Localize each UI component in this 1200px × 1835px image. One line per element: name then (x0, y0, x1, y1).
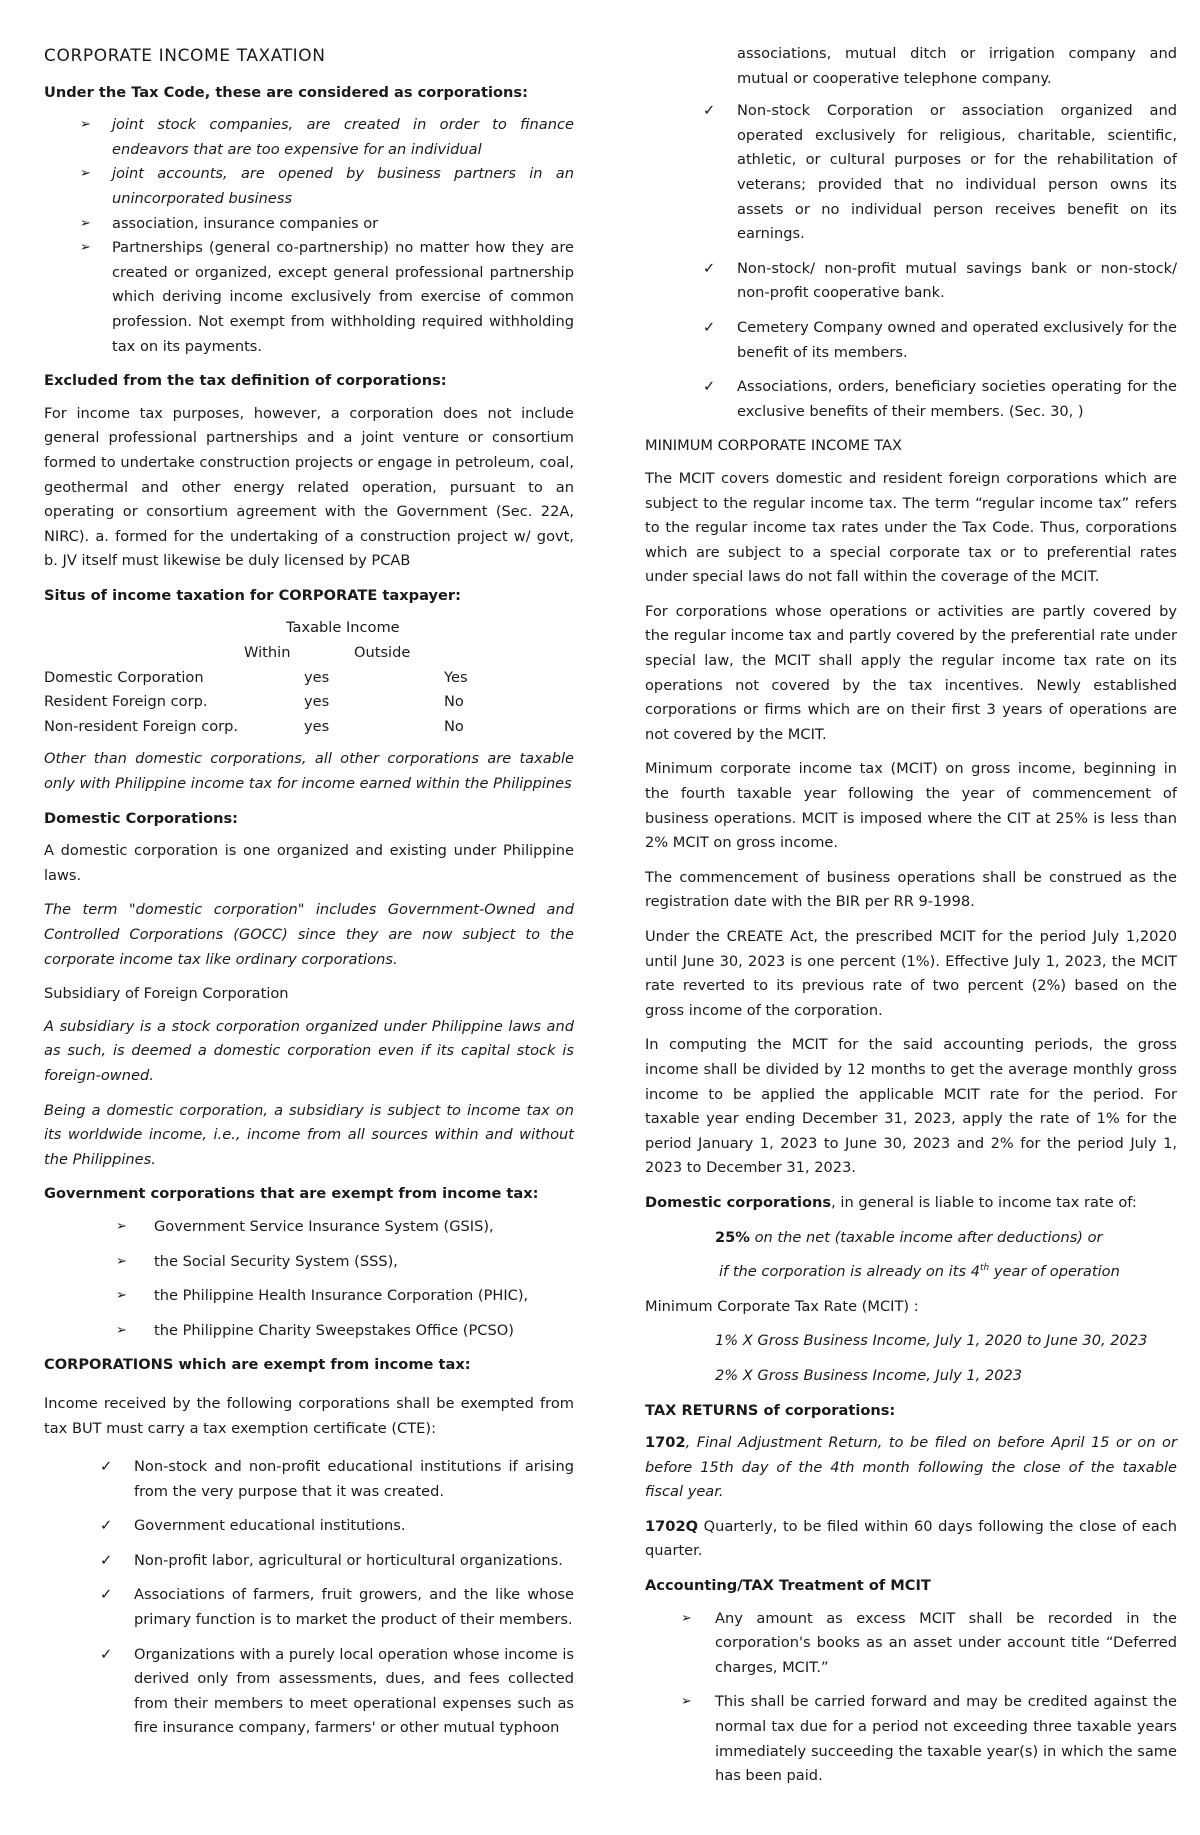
gov-exempt-list (44, 1215, 574, 1343)
other-than-text: Other than domestic corporations, all other corporations are taxable only with Philippine income tax for income earned within the Philippines (44, 750, 574, 793)
returns-heading: TAX RETURNS of corporations: (645, 1401, 896, 1419)
excluded-text: For income tax purposes, however, a corporation does not include general professional partnerships and a joint venture or consortium formed to undertake construction projects or engage in petroleum, coal, geothermal and other energy related operation, pursuant to an operating or consortium agreement with the Government (Sec. 22A, NIRC). a. formed for the undertaking of a construction project w/ govt, b. JV itself must likewise be duly licensed by PCAB (44, 404, 574, 570)
taxable-income-header: Taxable Income (286, 619, 400, 637)
check-icon: ✓ (703, 318, 716, 336)
mcit-paragraph-2: For corporations whose operations or activities are partly covered by the regular income tax and partly covered by the preferential rate under special law, the MCIT shall apply the regular income tax rate on its operations not covered by the tax incentives. Newly established corporations or firms which are on their first 3 years of operations are not covered by the MCIT. (645, 602, 1177, 743)
gov-exempt-heading: Government corporations that are exempt from income tax: (44, 1185, 539, 1203)
exempt-corp-heading: CORPORATIONS which are exempt from income tax: (44, 1356, 471, 1374)
subsidiary-text: A subsidiary is a stock corporation organized under Philippine laws and as such, is deemed a domestic corporation even if its capital stock is foreign-owned. (44, 1017, 574, 1084)
exempt-list (44, 1455, 574, 1741)
min-rate-2: 2% X Gross Business Income, July 1, 2023 (715, 1366, 1023, 1384)
check-icon: ✓ (703, 378, 716, 396)
list-item: ✓ Government educational institutions. (44, 1514, 574, 1539)
check-icon: ✓ (100, 1586, 113, 1604)
col-outside: Outside (354, 644, 411, 662)
list-item: ➢ the Social Security System (SSS), (44, 1250, 574, 1275)
return-1702: 1702, Final Adjustment Return, to be filed on before April 15 or on or before 15th day of the 4th month following the close of the taxable fiscal year. (645, 1434, 1177, 1501)
rate-line-2: if the corporation is already on its 4th year of operation (719, 1263, 1120, 1281)
mcit-paragraph-3: Minimum corporate income tax (MCIT) on gross income, beginning in the fourth taxable year following the year of commencement of business operations. MCIT is imposed where the CIT at 25% is less than 2% MCIT on gross income. (645, 760, 1177, 852)
exempt-corp-text: Income received by the following corporations shall be exempted from tax BUT must carry a tax exemption certificate (CTE): (44, 1394, 574, 1437)
arrow-bullet-icon: ➢ (80, 166, 91, 182)
table-row: Resident Foreign corp. yes No (44, 693, 464, 711)
list-item: ➢ This shall be carried forward and may be credited against the normal tax due for a period not exceeding three taxable years immediately succeeding the taxable year(s) in which the same has been paid. (645, 1690, 1177, 1788)
domestic-rate-intro: Domestic corporations, in general is liable to income tax rate of: (645, 1193, 1137, 1211)
table-row: Non-resident Foreign corp. yes No (44, 717, 464, 735)
treatment-list (645, 1607, 1177, 1789)
list-item: ✓ Organizations with a purely local operation whose income is derived only from assessments, dues, and fees collected from their members to meet operational expenses such as fire insurance company, farmers' or other mutual typhoon (44, 1643, 574, 1741)
rate-line-1: 25% on the net (taxable income after deductions) or (715, 1228, 1103, 1246)
situs-heading: Situs of income taxation for CORPORATE taxpayer: (44, 586, 461, 604)
arrow-bullet-icon: ➢ (80, 240, 91, 256)
arrow-bullet-icon: ➢ (681, 1610, 692, 1626)
corporation-types-list (44, 113, 574, 359)
domestic-definition: A domestic corporation is one organized and existing under Philippine laws. (44, 842, 574, 884)
arrow-bullet-icon: ➢ (80, 117, 91, 133)
list-item: ➢ Partnerships (general co-partnership) no matter how they are created or organized, except general professional partnership which deriving income exclusively from exercise of common profession. Not exempt from withholding required withholding tax on its payments. (44, 236, 574, 359)
check-icon: ✓ (703, 102, 716, 120)
list-item: ➢ joint stock companies, are created in order to finance endeavors that are too expensive for an individual (44, 113, 574, 162)
arrow-bullet-icon: ➢ (80, 215, 91, 231)
col-within: Within (244, 644, 291, 662)
mcit-heading: MINIMUM CORPORATE INCOME TAX (645, 437, 903, 455)
list-item: ➢ the Philippine Charity Sweepstakes Office (PCSO) (44, 1319, 574, 1344)
worldwide-text: Being a domestic corporation, a subsidiary is subject to income tax on its worldwide income, i.e., income from all sources within and without the Philippines. (44, 1101, 574, 1168)
gocc-text: The term "domestic corporation" includes Government-Owned and Controlled Corporations (GOCC) since they are now subject to the corporate income tax like ordinary corporations. (44, 901, 574, 968)
right-column (645, 42, 1177, 1799)
list-item: ✓ Non-stock and non-profit educational institutions if arising from the very purpose that it was created. (44, 1455, 574, 1504)
list-item: ➢ association, insurance companies or (44, 212, 574, 237)
excluded-heading: Excluded from the tax definition of corporations: (44, 372, 447, 390)
check-icon: ✓ (100, 1458, 113, 1476)
treatment-heading: Accounting/TAX Treatment of MCIT (645, 1577, 931, 1595)
arrow-bullet-icon: ➢ (116, 1218, 127, 1234)
list-item: ✓ Cemetery Company owned and operated exclusively for the benefit of its members. (645, 316, 1177, 365)
check-icon: ✓ (100, 1551, 113, 1569)
mcit-paragraph-1: The MCIT covers domestic and resident foreign corporations which are subject to the regular income tax. The term “regular income tax” refers to the regular income tax rates under the Tax Code. Thus, corporations which are subject to a special corporate tax or to preferential rates under special laws do not fall within the coverage of the MCIT. (645, 469, 1177, 586)
arrow-bullet-icon: ➢ (116, 1322, 127, 1338)
intro-heading: Under the Tax Code, these are considered as corporations: (44, 83, 528, 101)
list-item: ➢ Government Service Insurance System (GSIS), (44, 1215, 574, 1240)
list-item: ✓ Associations of farmers, fruit growers, and the like whose primary function is to market the product of their members. (44, 1583, 574, 1632)
list-item: ➢ Any amount as excess MCIT shall be recorded in the corporation's books as an asset under account title “Deferred charges, MCIT.” (645, 1607, 1177, 1681)
left-column (44, 0, 574, 1751)
check-icon: ✓ (100, 1645, 113, 1663)
mcit-paragraph-6: In computing the MCIT for the said accounting periods, the gross income shall be divided by 12 months to get the average monthly gross income to be applied the applicable MCIT rate for the period. For taxable year ending December 31, 2023, apply the rate of 1% for the period January 1, 2023 to June 30, 2023 and 2% for the period July 1, 2023 to December 31, 2023. (645, 1036, 1177, 1177)
list-item: ✓ Non-stock Corporation or association organized and operated exclusively for religious, charitable, scientific, athletic, or cultural purposes or for the rehabilitation of veterans; provided that no individual person owns its assets or no individual person receives benefit on its earnings. (645, 99, 1177, 247)
arrow-bullet-icon: ➢ (116, 1288, 127, 1304)
mcit-paragraph-5: Under the CREATE Act, the prescribed MCIT for the period July 1,2020 until June 30, 2023 is one percent (1%). Effective July 1, 2023, the MCIT rate reverted to its previous rate of two percent (2%) based on the gross income of the corporation. (645, 928, 1177, 1019)
domestic-heading: Domestic Corporations: (44, 809, 239, 827)
subsidiary-heading: Subsidiary of Foreign Corporation (44, 985, 289, 1003)
list-item: ✓ Non-profit labor, agricultural or horticultural organizations. (44, 1549, 574, 1574)
list-item: ➢ joint accounts, are opened by business partners in an unincorporated business (44, 162, 574, 211)
situs-table (44, 616, 544, 739)
return-1702q: 1702Q Quarterly, to be filed within 60 days following the close of each quarter. (645, 1517, 1177, 1560)
check-icon: ✓ (703, 259, 716, 277)
list-item: ➢ the Philippine Health Insurance Corporation (PHIC), (44, 1284, 574, 1309)
check-icon: ✓ (100, 1517, 113, 1535)
exempt-continuation: associations, mutual ditch or irrigation company and mutual or cooperative telephone company. (737, 45, 1177, 87)
min-rate-1: 1% X Gross Business Income, July 1, 2020 to June 30, 2023 (715, 1332, 1148, 1350)
exempt-list-continued (645, 99, 1177, 424)
list-item: ✓ Non-stock/ non-profit mutual savings bank or non-stock/ non-profit cooperative bank. (645, 257, 1177, 306)
arrow-bullet-icon: ➢ (116, 1253, 127, 1269)
min-rate-heading: Minimum Corporate Tax Rate (MCIT) : (645, 1297, 919, 1315)
table-row: Domestic Corporation yes Yes (44, 668, 468, 686)
mcit-paragraph-4: The commencement of business operations shall be construed as the registration date with the BIR per RR 9-1998. (645, 868, 1177, 911)
arrow-bullet-icon: ➢ (681, 1694, 692, 1710)
page-title: CORPORATE INCOME TAXATION (44, 46, 326, 66)
list-item: ✓ Associations, orders, beneficiary societies operating for the exclusive benefits of their members. (Sec. 30, ) (645, 375, 1177, 424)
